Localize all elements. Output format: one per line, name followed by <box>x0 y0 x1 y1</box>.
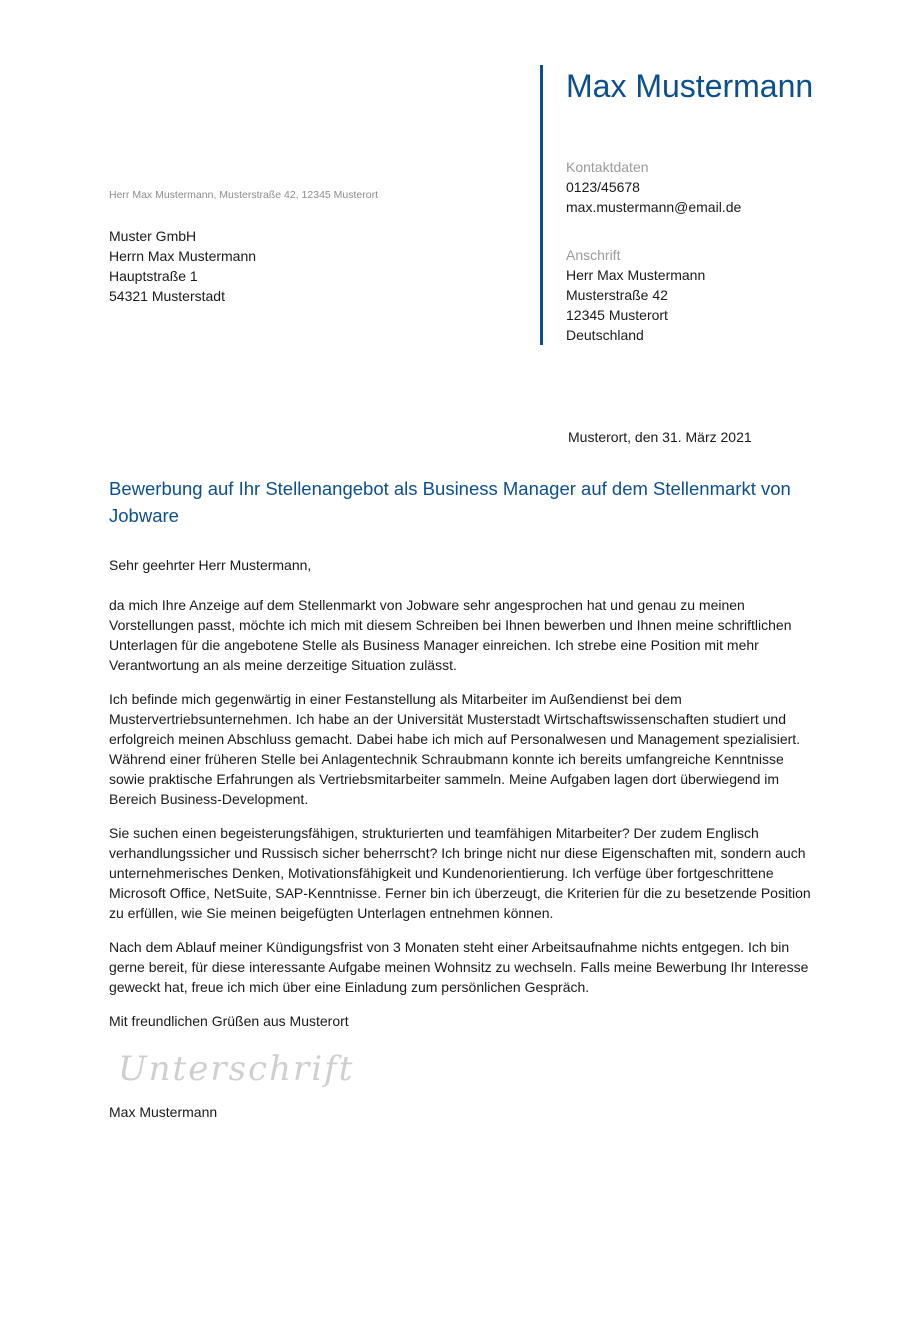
return-address-line: Herr Max Mustermann, Musterstraße 42, 12345 Musterort <box>109 189 379 201</box>
body-paragraph: Ich befinde mich gegenwärtig in einer Festanstellung als Mitarbeiter im Außendienst bei dem Mustervertriebsunternehmen. Ich habe an der Universität Musterstadt Wirtschaftswissenschaften studiert und erfolgreich meinen Abschluss gemacht. Dabei habe ich mich auf Personalwesen und Management spezialisiert. Während einer früheren Stelle bei Anlagentechnik Schraubmann konnte ich bereits umfangreiche Kenntnisse sowie praktische Erfahrungen als Vertriebsmitarbeiter sammeln. Meine Aufgaben lagen dort überwiegend im Bereich Business-Development. <box>109 691 801 807</box>
email-address: max.mustermann@email.de <box>566 199 742 215</box>
body-paragraph: da mich Ihre Anzeige auf dem Stellenmarkt von Jobware sehr angesprochen hat und genau zu meinen Vorstellungen passt, möchte ich mich mit diesem Schreiben bei Ihnen bewerben und Ihnen meine schriftlichen Unterlagen für die angebotene Stelle als Business Manager einreichen. Ich strebe eine Position mit mehr Verantwortung an als meine derzeitige Situation zulässt. <box>109 597 792 673</box>
letter-date: Musterort, den 31. März 2021 <box>568 429 752 445</box>
phone-number: 0123/45678 <box>566 179 640 195</box>
sender-name-heading: Max Mustermann <box>566 68 814 104</box>
closing-line: Mit freundlichen Grüßen aus Musterort <box>109 1013 349 1029</box>
signature-placeholder: Unterschrift <box>118 1049 355 1089</box>
sender-address-line: Musterstraße 42 <box>566 287 668 303</box>
contact-block <box>566 157 741 217</box>
letter-subject: Bewerbung auf Ihr Stellenangebot als Business Manager auf dem Stellenmarkt von Jobware <box>109 478 791 526</box>
letter-body <box>109 555 821 1045</box>
recipient-line: 54321 Musterstadt <box>109 288 225 304</box>
salutation: Sehr geehrter Herr Mustermann, <box>109 557 312 573</box>
body-paragraph: Nach dem Ablauf meiner Kündigungsfrist von 3 Monaten steht einer Arbeitsaufnahme nichts entgegen. Ich bin gerne bereit, für diese interessante Aufgabe meinen Wohnsitz zu wechseln. Falls meine Bewerbung Ihr Interesse geweckt hat, freue ich mich über eine Einladung zum persönlichen Gespräch. <box>109 939 809 995</box>
recipient-address-block <box>109 226 256 306</box>
sender-address-line: 12345 Musterort <box>566 307 668 323</box>
body-paragraph: Sie suchen einen begeisterungsfähigen, strukturierten und teamfähigen Mitarbeiter? Der zudem Englisch verhandlungssicher und Russisch sicher beherrscht? Ich bringe nicht nur diese Eigenschaften mit, sondern auch unternehmerisches Denken, Motivationsfähigkeit und Kundenorientierung. Ich verfüge über fortgeschrittene Microsoft Office, NetSuite, SAP-Kenntnisse. Ferner bin ich überzeugt, die Kriterien für die zu besetzende Position zu erfüllen, wie Sie meinen beigefügten Unterlagen entnehmen können. <box>109 825 811 921</box>
signed-name: Max Mustermann <box>109 1104 218 1120</box>
contact-label: Kontaktdaten <box>566 159 649 175</box>
recipient-line: Herrn Max Mustermann <box>109 248 257 264</box>
accent-vertical-rule <box>540 65 543 345</box>
recipient-line: Hauptstraße 1 <box>109 268 198 284</box>
sender-address-line: Deutschland <box>566 327 644 343</box>
sender-address-line: Herr Max Mustermann <box>566 267 706 283</box>
recipient-line: Muster GmbH <box>109 228 197 244</box>
sender-address-block <box>566 245 705 345</box>
address-label: Anschrift <box>566 247 621 263</box>
